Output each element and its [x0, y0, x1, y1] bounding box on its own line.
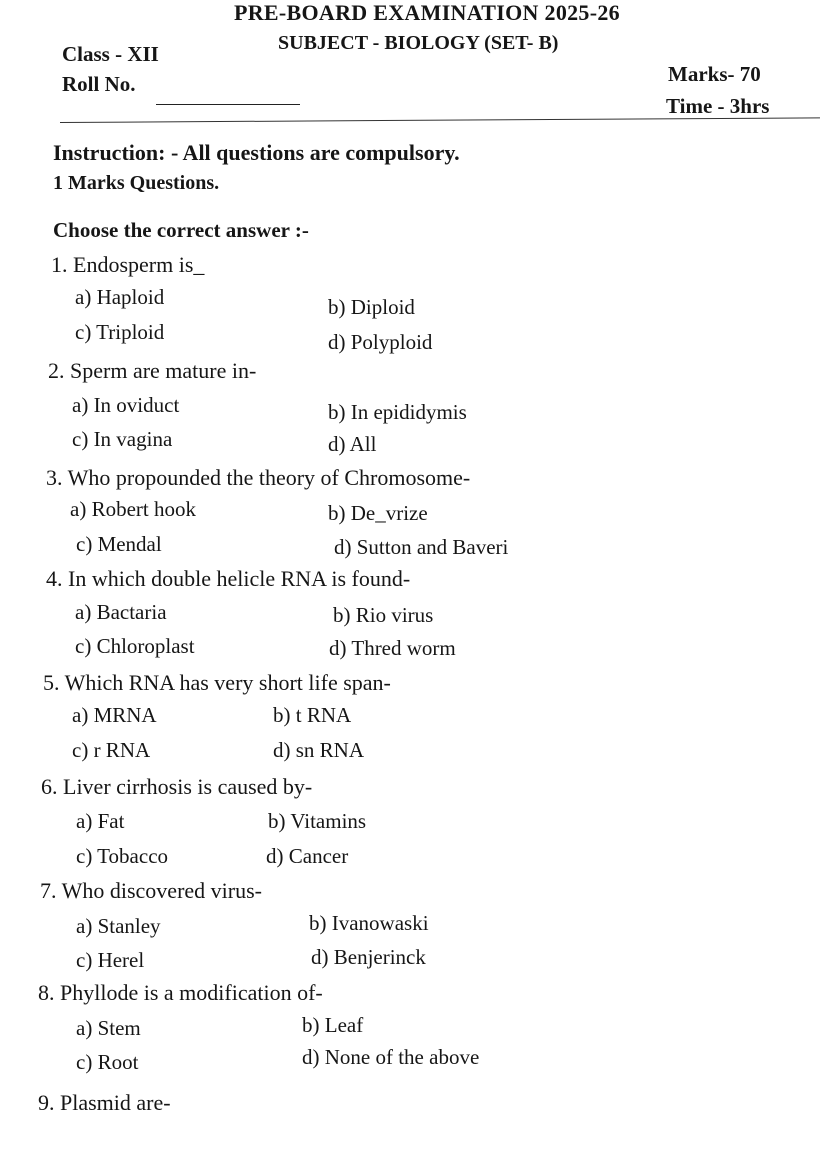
q5-option-d: d) sn RNA	[273, 738, 365, 762]
question-3: 3. Who propounded the theory of Chromosome-	[46, 465, 471, 490]
question-2: 2. Sperm are mature in-	[48, 358, 257, 383]
q7-option-b: b) Ivanowaski	[309, 911, 429, 935]
q8-option-b: b) Leaf	[302, 1013, 364, 1037]
q8-option-a: a) Stem	[76, 1016, 141, 1040]
q2-option-b: b) In epididymis	[328, 400, 467, 424]
q5-option-a: a) MRNA	[72, 703, 157, 727]
question-5: 5. Which RNA has very short life span-	[43, 670, 391, 695]
question-6: 6. Liver cirrhosis is caused by-	[41, 774, 313, 799]
q3-option-b: b) De_vrize	[328, 501, 428, 525]
instruction-text: Instruction: - All questions are compulsory.	[53, 140, 460, 165]
q1-option-d: d) Polyploid	[328, 330, 433, 354]
q4-option-d: d) Thred worm	[329, 636, 456, 660]
q2-option-a: a) In oviduct	[72, 393, 180, 417]
q6-option-a: a) Fat	[76, 809, 125, 833]
directive-text: Choose the correct answer :-	[53, 218, 309, 242]
exam-title: PRE-BOARD EXAMINATION 2025-26	[234, 0, 620, 25]
roll-number-blank	[156, 104, 300, 105]
question-9: 9. Plasmid are-	[38, 1090, 171, 1115]
q1-option-c: c) Triploid	[75, 320, 165, 344]
q8-option-d: d) None of the above	[302, 1045, 480, 1069]
q2-option-d: d) All	[328, 432, 377, 456]
time-label: Time - 3hrs	[666, 94, 770, 118]
section-heading: 1 Marks Questions.	[53, 172, 220, 194]
q3-option-c: c) Mendal	[76, 532, 162, 556]
header-divider	[60, 117, 820, 123]
q4-option-b: b) Rio virus	[333, 603, 434, 627]
q6-option-c: c) Tobacco	[76, 844, 169, 868]
q7-option-c: c) Herel	[76, 948, 145, 972]
question-4: 4. In which double helicle RNA is found-	[46, 566, 411, 591]
q2-option-c: c) In vagina	[72, 427, 173, 451]
roll-number-label: Roll No.	[62, 72, 136, 96]
q3-option-a: a) Robert hook	[70, 497, 196, 521]
q7-option-d: d) Benjerinck	[311, 945, 426, 969]
class-label: Class - XII	[62, 42, 159, 66]
question-1: 1. Endosperm is_	[51, 252, 205, 277]
subject-line: SUBJECT - BIOLOGY (SET- B)	[278, 32, 559, 54]
q4-option-a: a) Bactaria	[75, 600, 167, 624]
q6-option-b: b) Vitamins	[268, 809, 367, 833]
question-7: 7. Who discovered virus-	[40, 878, 262, 903]
q7-option-a: a) Stanley	[76, 914, 161, 938]
marks-label: Marks- 70	[668, 62, 761, 86]
q3-option-d: d) Sutton and Baveri	[334, 535, 509, 559]
q8-option-c: c) Root	[76, 1050, 139, 1074]
q4-option-c: c) Chloroplast	[75, 634, 195, 658]
q1-option-b: b) Diploid	[328, 295, 415, 319]
q6-option-d: d) Cancer	[266, 844, 349, 868]
question-8: 8. Phyllode is a modification of-	[38, 980, 323, 1005]
q5-option-c: c) r RNA	[72, 738, 151, 762]
q5-option-b: b) t RNA	[273, 703, 352, 727]
q1-option-a: a) Haploid	[75, 285, 165, 309]
